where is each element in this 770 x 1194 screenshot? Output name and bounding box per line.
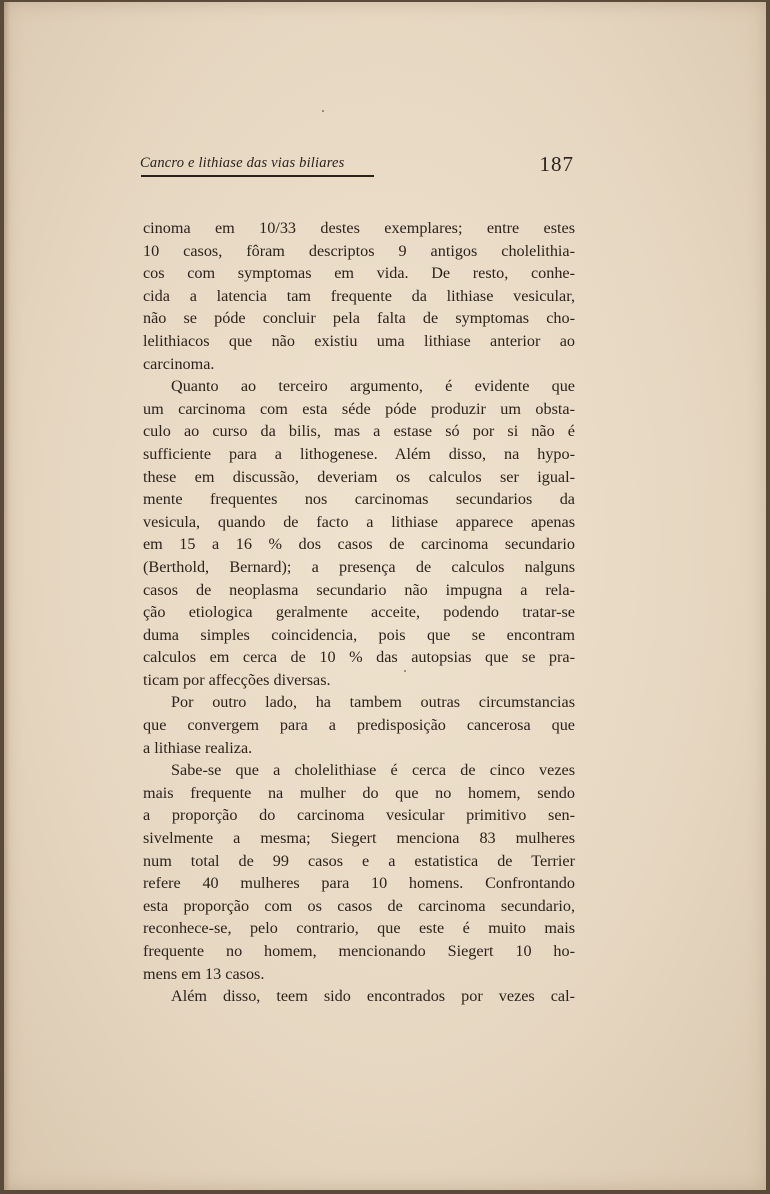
text-line: ção etiologica geralmente acceite, podendo tratar-se [143,603,575,622]
text-line: sufficiente para a lithogenese. Além disso, na hypo- [143,444,575,463]
text-line: mens em 13 casos. [143,964,265,983]
text-line: casos de neoplasma secundario não impugna a rela- [143,580,575,599]
book-page [4,2,766,1190]
text-line: frequente no homem, mencionando Siegert 10 ho- [143,942,575,960]
text-line: a lithiase realiza. [143,738,253,757]
text-line: cida a latencia tam frequente da lithiase vesicular, [143,286,575,305]
text-line: reconhece-se, pelo contrario, que este é muito mais [143,919,575,938]
running-head-rule [141,175,374,177]
text-line: em 15 a 16 % dos casos de carcinoma secundario [143,535,575,554]
text-line: vesicula, quando de facto a lithiase apparece apenas [143,512,575,531]
text-line: culo ao curso da bilis, mas a estase só por si não é [143,422,575,441]
page-number: 187 [539,152,574,176]
text-line: calculos em cerca de 10 % das autopsias que se pra- [143,648,575,667]
text-line: não se póde concluir pela falta de symptomas cho- [143,309,575,328]
text-line: Sabe-se que a cholelithiase é cerca de cinco vezes [171,761,575,780]
text-line: Quanto ao terceiro argumento, é evidente que [171,377,575,396]
text-line: carcinoma. [143,354,215,373]
text-line: mais frequente na mulher do que no homem, sendo [143,783,575,802]
text-line: 10 casos, fôram descriptos 9 antigos cholelithia- [143,241,575,260]
text-line: mente frequentes nos carcinomas secundarios da [143,490,575,509]
text-line: Por outro lado, ha tambem outras circumstancias [171,693,575,712]
text-line: um carcinoma com esta séde póde produzir um obsta- [143,399,575,418]
text-line: refere 40 mulheres para 10 homens. Confrontando [143,874,575,893]
text-line: sivelmente a mesma; Siegert menciona 83 mulheres [143,829,575,848]
text-line: (Berthold, Bernard); a presença de calculos nalguns [143,557,575,576]
text-line: lelithiacos que não existiu uma lithiase anterior ao [143,331,575,350]
text-line: these em discussão, deveriam os calculos ser igual- [143,467,575,486]
text-line: cinoma em 10/33 destes exemplares; entre estes [143,219,575,237]
text-line: a proporção do carcinoma vesicular primitivo sen- [143,806,575,825]
text-line: cos com symptomas em vida. De resto, conhe- [143,264,575,283]
text-line: esta proporção com os casos de carcinoma secundario, [143,896,575,915]
text-line: Além disso, teem sido encontrados por vezes cal- [171,987,575,1006]
text-line: ticam por affecções diversas. [143,670,331,689]
running-head [140,152,572,182]
text-line: duma simples coincidencia, pois que se encontram [143,625,575,644]
text-line: que convergem para a predisposição cancerosa que [143,716,575,735]
paper-speck [404,670,406,672]
running-head-title: Cancro e lithiase das vias biliares [140,155,345,171]
paper-speck [322,110,324,112]
text-line: num total de 99 casos e a estatistica de Terrier [143,851,575,870]
body-text [143,217,575,1008]
